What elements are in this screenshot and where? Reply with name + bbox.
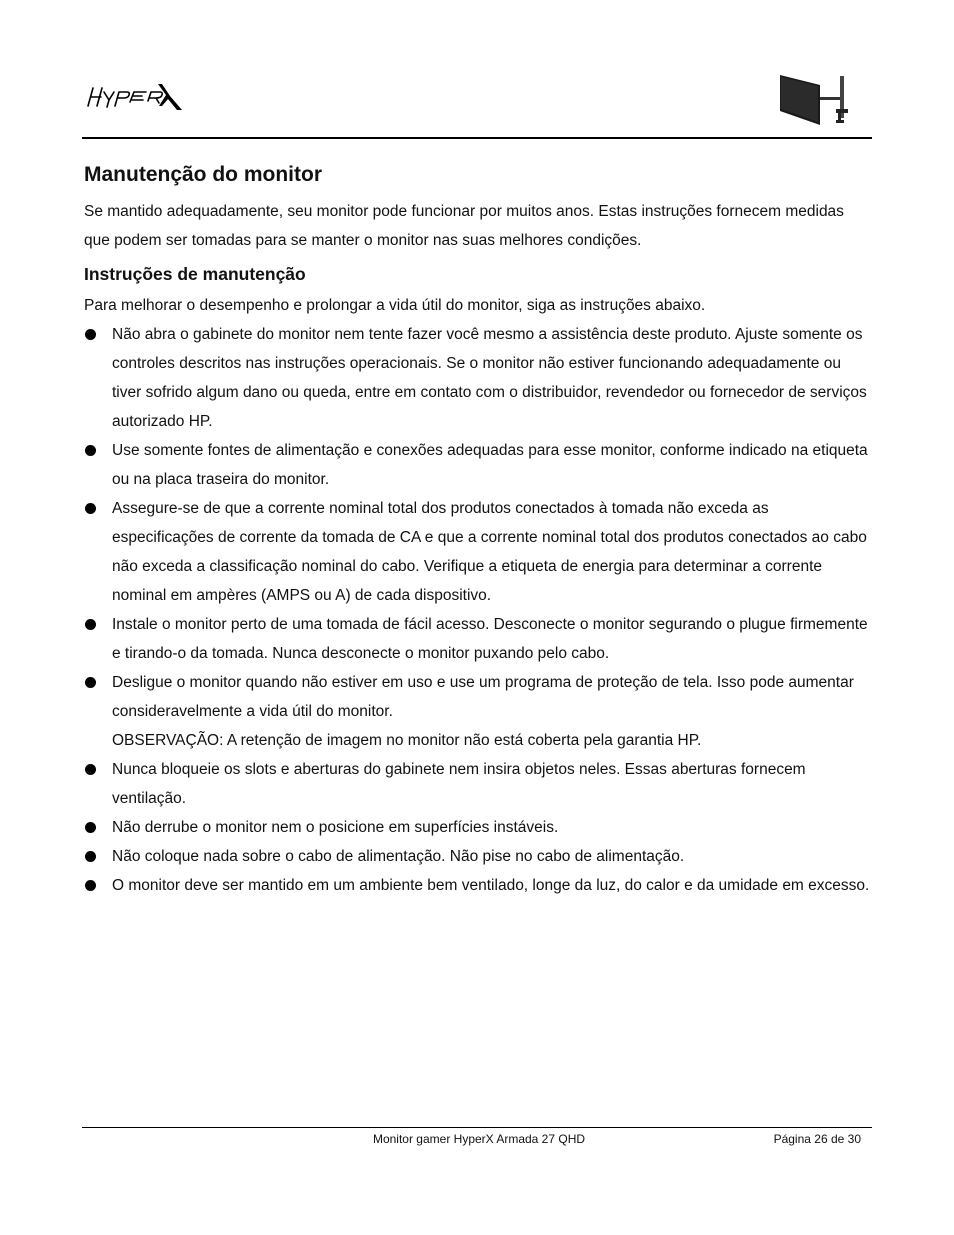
- list-item: [84, 871, 874, 900]
- bullet-icon: [85, 677, 96, 688]
- bullet-icon: [85, 619, 96, 630]
- list-item: [84, 755, 874, 813]
- list-item-text: Não abra o gabinete do monitor nem tente fazer você mesmo a assistência deste produto. Ajuste somente os controles descritos nas instruções operacionais. Se o monitor não estiver funcionando adequadamente ou tiver sofrido algum dano ou queda, entre em contato com o distribuidor, revendedor ou fornecedor de serviços autorizado HP.: [112, 326, 867, 430]
- list-item: [84, 494, 874, 610]
- list-item-text: Assegure-se de que a corrente nominal total dos produtos conectados à tomada não exceda as especificações de corrente da tomada de CA e que a corrente nominal total dos produtos conectados ao cabo não exceda a classificação nominal do cabo. Verifique a etiqueta de energia para determinar a corrente nominal em ampères (AMPS ou A) de cada dispositivo.: [112, 500, 867, 604]
- list-item: [84, 813, 874, 842]
- bullet-icon: [85, 764, 96, 775]
- list-item: [84, 320, 874, 436]
- page-title: Manutenção do monitor: [84, 163, 322, 186]
- monitor-arm-icon: [780, 71, 850, 125]
- bullet-icon: [85, 445, 96, 456]
- page-header: [82, 68, 872, 139]
- bullet-icon: [85, 503, 96, 514]
- footer-doc-title: Monitor gamer HyperX Armada 27 QHD: [372, 1132, 586, 1146]
- maintenance-list: [84, 320, 874, 900]
- footer-page-number: Página 26 de 30: [773, 1132, 861, 1146]
- bullet-icon: [85, 822, 96, 833]
- intro-paragraph: Se mantido adequadamente, seu monitor pode funcionar por muitos anos. Estas instruções fornecem medidas que podem ser tomadas para se manter o monitor nas suas melhores condições.: [84, 203, 844, 249]
- list-item-text: Não coloque nada sobre o cabo de alimentação. Não pise no cabo de alimentação.: [112, 848, 685, 865]
- hyperx-logo: [84, 80, 184, 112]
- section-heading: Instruções de manutenção: [84, 264, 306, 284]
- header-divider: [82, 137, 872, 139]
- list-item-text: Não derrube o monitor nem o posicione em superfícies instáveis.: [112, 819, 559, 836]
- bullet-icon: [85, 851, 96, 862]
- bullet-icon: [85, 329, 96, 340]
- list-item: [84, 610, 874, 668]
- lead-paragraph: Para melhorar o desempenho e prolongar a vida útil do monitor, siga as instruções abaixo.: [84, 297, 706, 314]
- note-text: OBSERVAÇÃO: A retenção de imagem no monitor não está coberta pela garantia HP.: [112, 732, 702, 749]
- list-item-text: Instale o monitor perto de uma tomada de fácil acesso. Desconecte o monitor segurando o plugue firmemente e tirando-o da tomada. Nunca desconecte o monitor puxando pelo cabo.: [112, 616, 868, 662]
- footer-divider: [82, 1127, 872, 1128]
- list-item-text: Nunca bloqueie os slots e aberturas do gabinete nem insira objetos neles. Essas aberturas fornecem ventilação.: [112, 761, 806, 807]
- main-content: [84, 160, 874, 900]
- list-item-text: O monitor deve ser mantido em um ambiente bem ventilado, longe da luz, do calor e da umidade em excesso.: [112, 877, 870, 894]
- list-item: [84, 668, 874, 755]
- bullet-icon: [85, 880, 96, 891]
- list-item-text: Desligue o monitor quando não estiver em uso e use um programa de proteção de tela. Isso pode aumentar consideravelmente a vida útil do monitor.: [112, 674, 854, 720]
- list-item: [84, 436, 874, 494]
- list-item-text: Use somente fontes de alimentação e conexões adequadas para esse monitor, conforme indicado na etiqueta ou na placa traseira do monitor.: [112, 442, 868, 488]
- list-item: [84, 842, 874, 871]
